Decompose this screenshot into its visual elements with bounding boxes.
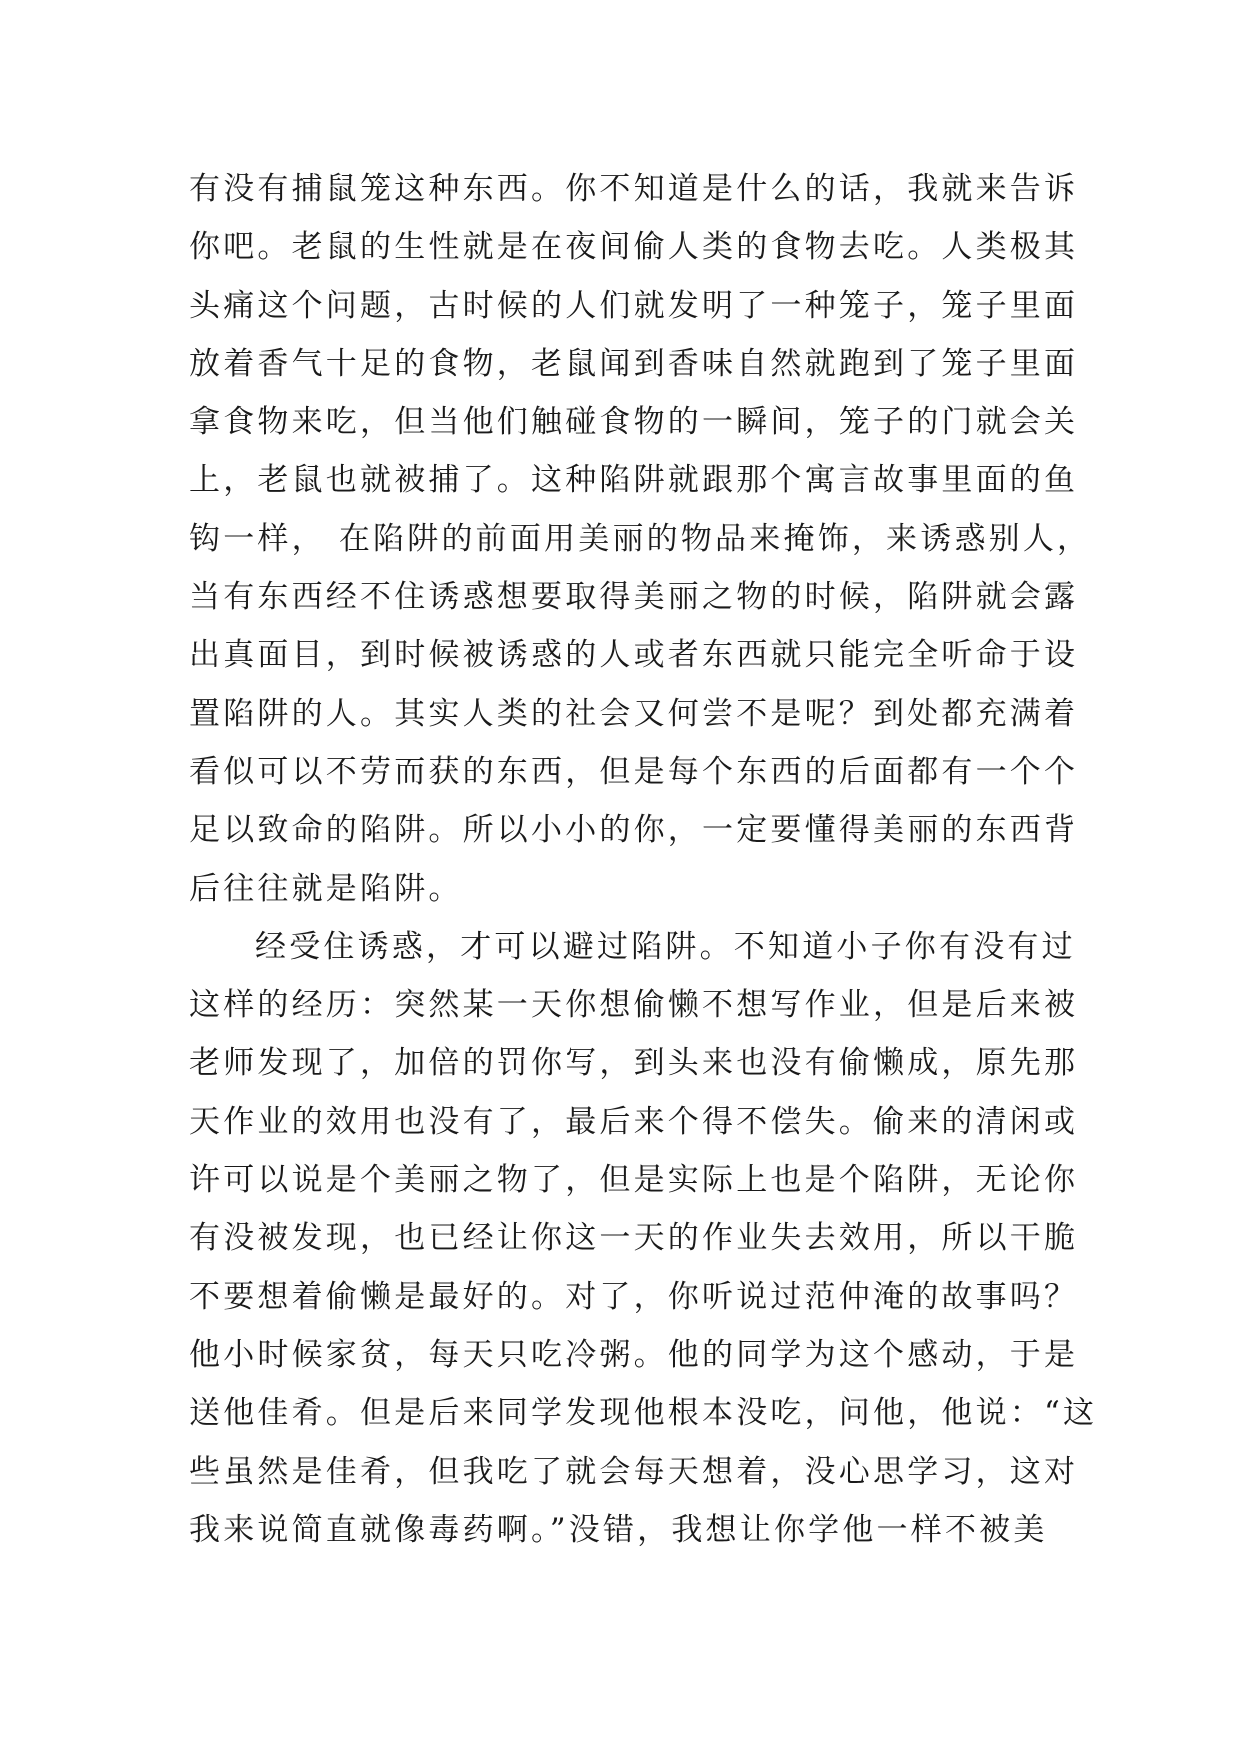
text-line: 送他佳肴。但是后来同学发现他根本没吃，问他，他说：“这: [189, 1395, 1098, 1432]
text-line: 看似可以不劳而获的东西，但是每个东西的后面都有一个个: [189, 753, 1079, 790]
paragraph-start-line: 经受住诱惑，才可以避过陷阱。不知道小子你有没有过: [255, 928, 1076, 965]
text-line: 他小时候家贫，每天只吃冷粥。他的同学为这个感动，于是: [189, 1336, 1079, 1373]
text-line: 后往往就是陷阱。: [189, 870, 463, 907]
text-line: 这样的经历：突然某一天你想偷懒不想写作业，但是后来被: [189, 987, 1079, 1024]
body-text: [189, 160, 1098, 1559]
text-line: 当有东西经不住诱惑想要取得美丽之物的时候，陷阱就会露: [189, 579, 1079, 616]
text-line: 有没有捕鼠笼这种东西。你不知道是什么的话，我就来告诉: [189, 171, 1079, 207]
text-line: 你吧。老鼠的生性就是在夜间偷人类的食物去吃。人类极其: [189, 229, 1079, 266]
text-line: 些虽然是佳肴，但我吃了就会每天想着，没心思学习，这对: [189, 1453, 1079, 1490]
text-line: 有没被发现，也已经让你这一天的作业失去效用，所以干脆: [189, 1220, 1079, 1257]
text-line: 头痛这个问题，古时候的人们就发明了一种笼子，笼子里面: [189, 287, 1079, 324]
text-line: 置陷阱的人。其实人类的社会又何尝不是呢？到处都充满着: [189, 695, 1079, 732]
text-line: 拿食物来吃，但当他们触碰食物的一瞬间，笼子的门就会关: [189, 404, 1079, 441]
text-line: 出真面目，到时候被诱惑的人或者东西就只能完全听命于设: [189, 637, 1079, 674]
text-line: 老师发现了，加倍的罚你写，到头来也没有偷懒成，原先那: [189, 1045, 1079, 1082]
text-line: 天作业的效用也没有了，最后来个得不偿失。偷来的清闲或: [189, 1103, 1079, 1140]
text-line: 上，老鼠也就被捕了。这种陷阱就跟那个寓言故事里面的鱼: [189, 462, 1079, 499]
text-line: 许可以说是个美丽之物了，但是实际上也是个陷阱，无论你: [189, 1162, 1079, 1199]
text-line: 足以致命的陷阱。所以小小的你，一定要懂得美丽的东西背: [189, 812, 1079, 849]
text-line: 不要想着偷懒是最好的。对了，你听说过范仲淹的故事吗？: [189, 1278, 1079, 1315]
text-line: 放着香气十足的食物，老鼠闻到香味自然就跑到了笼子里面: [189, 345, 1079, 382]
text-line: 钩一样， 在陷阱的前面用美丽的物品来掩饰，来诱惑别人，: [189, 520, 1092, 557]
text-line: 我来说简直就像毒药啊。”没错，我想让你学他一样不被美: [189, 1511, 1048, 1548]
